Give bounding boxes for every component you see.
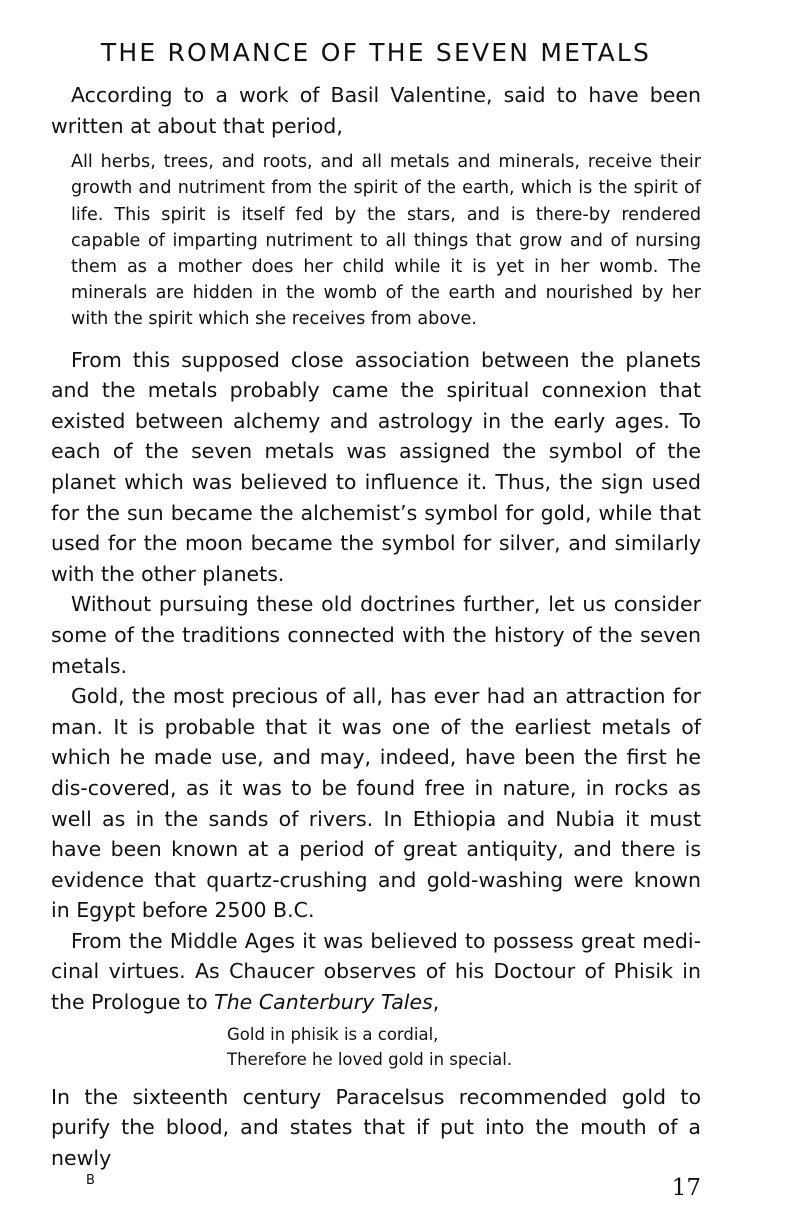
paragraph-gold: Gold, the most precious of all, has ever had an attraction for man. It is probable that it was one of the earliest metals of which he made use, and may, indeed, have been the first he dis-covered, as it was to be found free in nature, in rocks as well as in the sands of rivers. In Ethiopia and Nubia it must have been known at a period of great antiquity, and there is evidence that quartz-crushing and gold-washing were known in Egypt before 2500 B.C. — [51, 684, 701, 923]
book-title-canterbury-tales: The Canterbury Tales — [214, 990, 433, 1015]
quotation-text: All herbs, trees, and roots, and all metals and minerals, receive their growth and nutriment from the spirit of the earth, which is the spirit of life. This spirit is itself fed by the stars, and is there-by rendered capable of imparting nutriment to all things that grow and of nursing them as a mother does her child while it is yet in her womb. The minerals are hidden in the womb of the earth and nourished by her with the spirit which she receives from above. — [71, 152, 701, 330]
page-footer — [51, 1173, 701, 1203]
intro-paragraph: According to a work of Basil Valentine, said to have been written at about that period, — [51, 83, 701, 138]
paragraph-paracelsus: In the sixteenth century Paracelsus recommended gold to purify the blood, and states that if put into the mouth of a newly — [51, 1084, 701, 1170]
paragraph-planets-metals: From this supposed close association between the planets and the metals probably came the spiritual connexion that existed between alchemy and astrology in the early ages. To each of the seven metals was assigned the symbol of the planet which was believed to influence it. Thus, the sign used for the sun became the alchemist’s symbol for gold, while that used for the moon became the symbol for silver, and similarly with the other planets. — [51, 347, 701, 586]
verse-quotation — [51, 1022, 701, 1072]
signature-mark: B — [86, 1173, 96, 1189]
running-head: THE ROMANCE OF THE SEVEN METALS — [100, 38, 652, 67]
paragraph-chaucer — [51, 926, 701, 1018]
book-page — [51, 36, 701, 1203]
paragraph-old-doctrines: Without pursuing these old doctrines further, let us consider some of the traditions connected with the history of the seven metals. — [51, 592, 701, 678]
chaucer-comma: , — [432, 990, 440, 1015]
page-number: 17 — [671, 1175, 701, 1202]
body-text — [51, 80, 701, 1173]
verse-line-2: Therefore he loved gold in special. — [227, 1049, 513, 1069]
chaucer-lead-text: From the Middle Ages it was believed to possess great medi-cinal virtues. As Chaucer observes of his Doctour of Phisik in the Prologue to — [51, 928, 701, 1015]
verse-line-1: Gold in phisik is a cordial, — [227, 1024, 439, 1044]
block-quotation — [71, 149, 701, 332]
